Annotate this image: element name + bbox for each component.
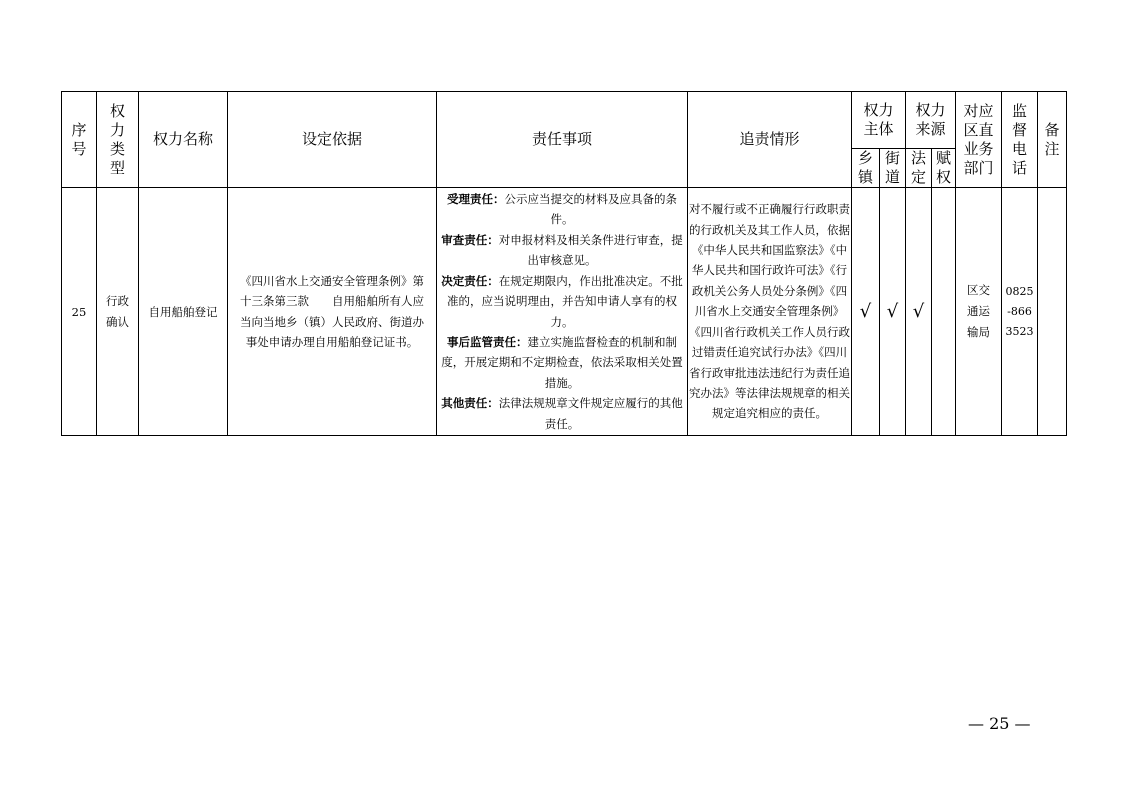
header-source-granted: 赋权 xyxy=(932,149,956,188)
check-legal: √ xyxy=(906,188,932,436)
power-list-table xyxy=(61,91,1067,436)
header-subject-town: 乡镇 xyxy=(852,149,880,188)
duty-review: 审查责任：对申报材料及相关条件进行审查，提出审核意见。 xyxy=(441,232,683,268)
check-town: √ xyxy=(852,188,880,436)
duty-supervise: 事后监管责任：建立实施监督检查的机制和制度，开展定期和不定期检查，依法采取相关处置措施。 xyxy=(441,334,683,390)
row-seq: 25 xyxy=(62,188,97,436)
header-source-legal: 法定 xyxy=(906,149,932,188)
row-accountability: 对不履行或不正确履行行政职责的行政机关及其工作人员，依据《中华人民共和国监察法》《中华人民共和国行政许可法》《行政机关公务人员处分条例》《四川省水上交通安全管理条例》《四川省行政机关工作人员行政过错责任追究试行办法》《四川省行政审批违法违纪行为责任追究办法》等法律法规规章的相关规定追究相应的责任。 xyxy=(688,188,852,436)
row-power-type: 行政确认 xyxy=(97,188,139,436)
duty-decide: 决定责任：在规定期限内，作出批准决定。不批准的，应当说明理由，并告知申请人享有的权力。 xyxy=(441,273,683,329)
header-subject-street: 街道 xyxy=(880,149,906,188)
page-number: — 25 — xyxy=(968,714,1031,733)
header-seq: 序号 xyxy=(62,92,97,188)
duty-accept: 受理责任：公示应当提交的材料及应具备的条件。 xyxy=(447,192,677,227)
check-street: √ xyxy=(880,188,906,436)
header-accountability: 追责情形 xyxy=(688,92,852,188)
header-basis: 设定依据 xyxy=(228,92,437,188)
header-power-subject: 权力主体 xyxy=(852,92,906,149)
row-duties xyxy=(437,188,688,436)
row-department: 区交通运输局 xyxy=(956,188,1002,436)
header-remark: 备注 xyxy=(1038,92,1067,188)
header-power-type: 权力类型 xyxy=(97,92,139,188)
table-row xyxy=(62,188,1067,436)
header-department: 对应区直业务部门 xyxy=(956,92,1002,188)
row-phone: 0825-8663523 xyxy=(1002,188,1038,436)
header-power-name: 权力名称 xyxy=(139,92,228,188)
row-power-name: 自用船舶登记 xyxy=(139,188,228,436)
row-remark xyxy=(1038,188,1067,436)
row-basis: 《四川省水上交通安全管理条例》第十三条第三款 自用船舶所有人应当向当地乡（镇）人民政府、街道办事处申请办理自用船舶登记证书。 xyxy=(228,188,437,436)
duty-other: 其他责任：法律法规规章文件规定应履行的其他责任。 xyxy=(441,396,683,431)
header-phone: 监督电话 xyxy=(1002,92,1038,188)
check-granted xyxy=(932,188,956,436)
header-power-source: 权力来源 xyxy=(906,92,956,149)
header-duties: 责任事项 xyxy=(437,92,688,188)
